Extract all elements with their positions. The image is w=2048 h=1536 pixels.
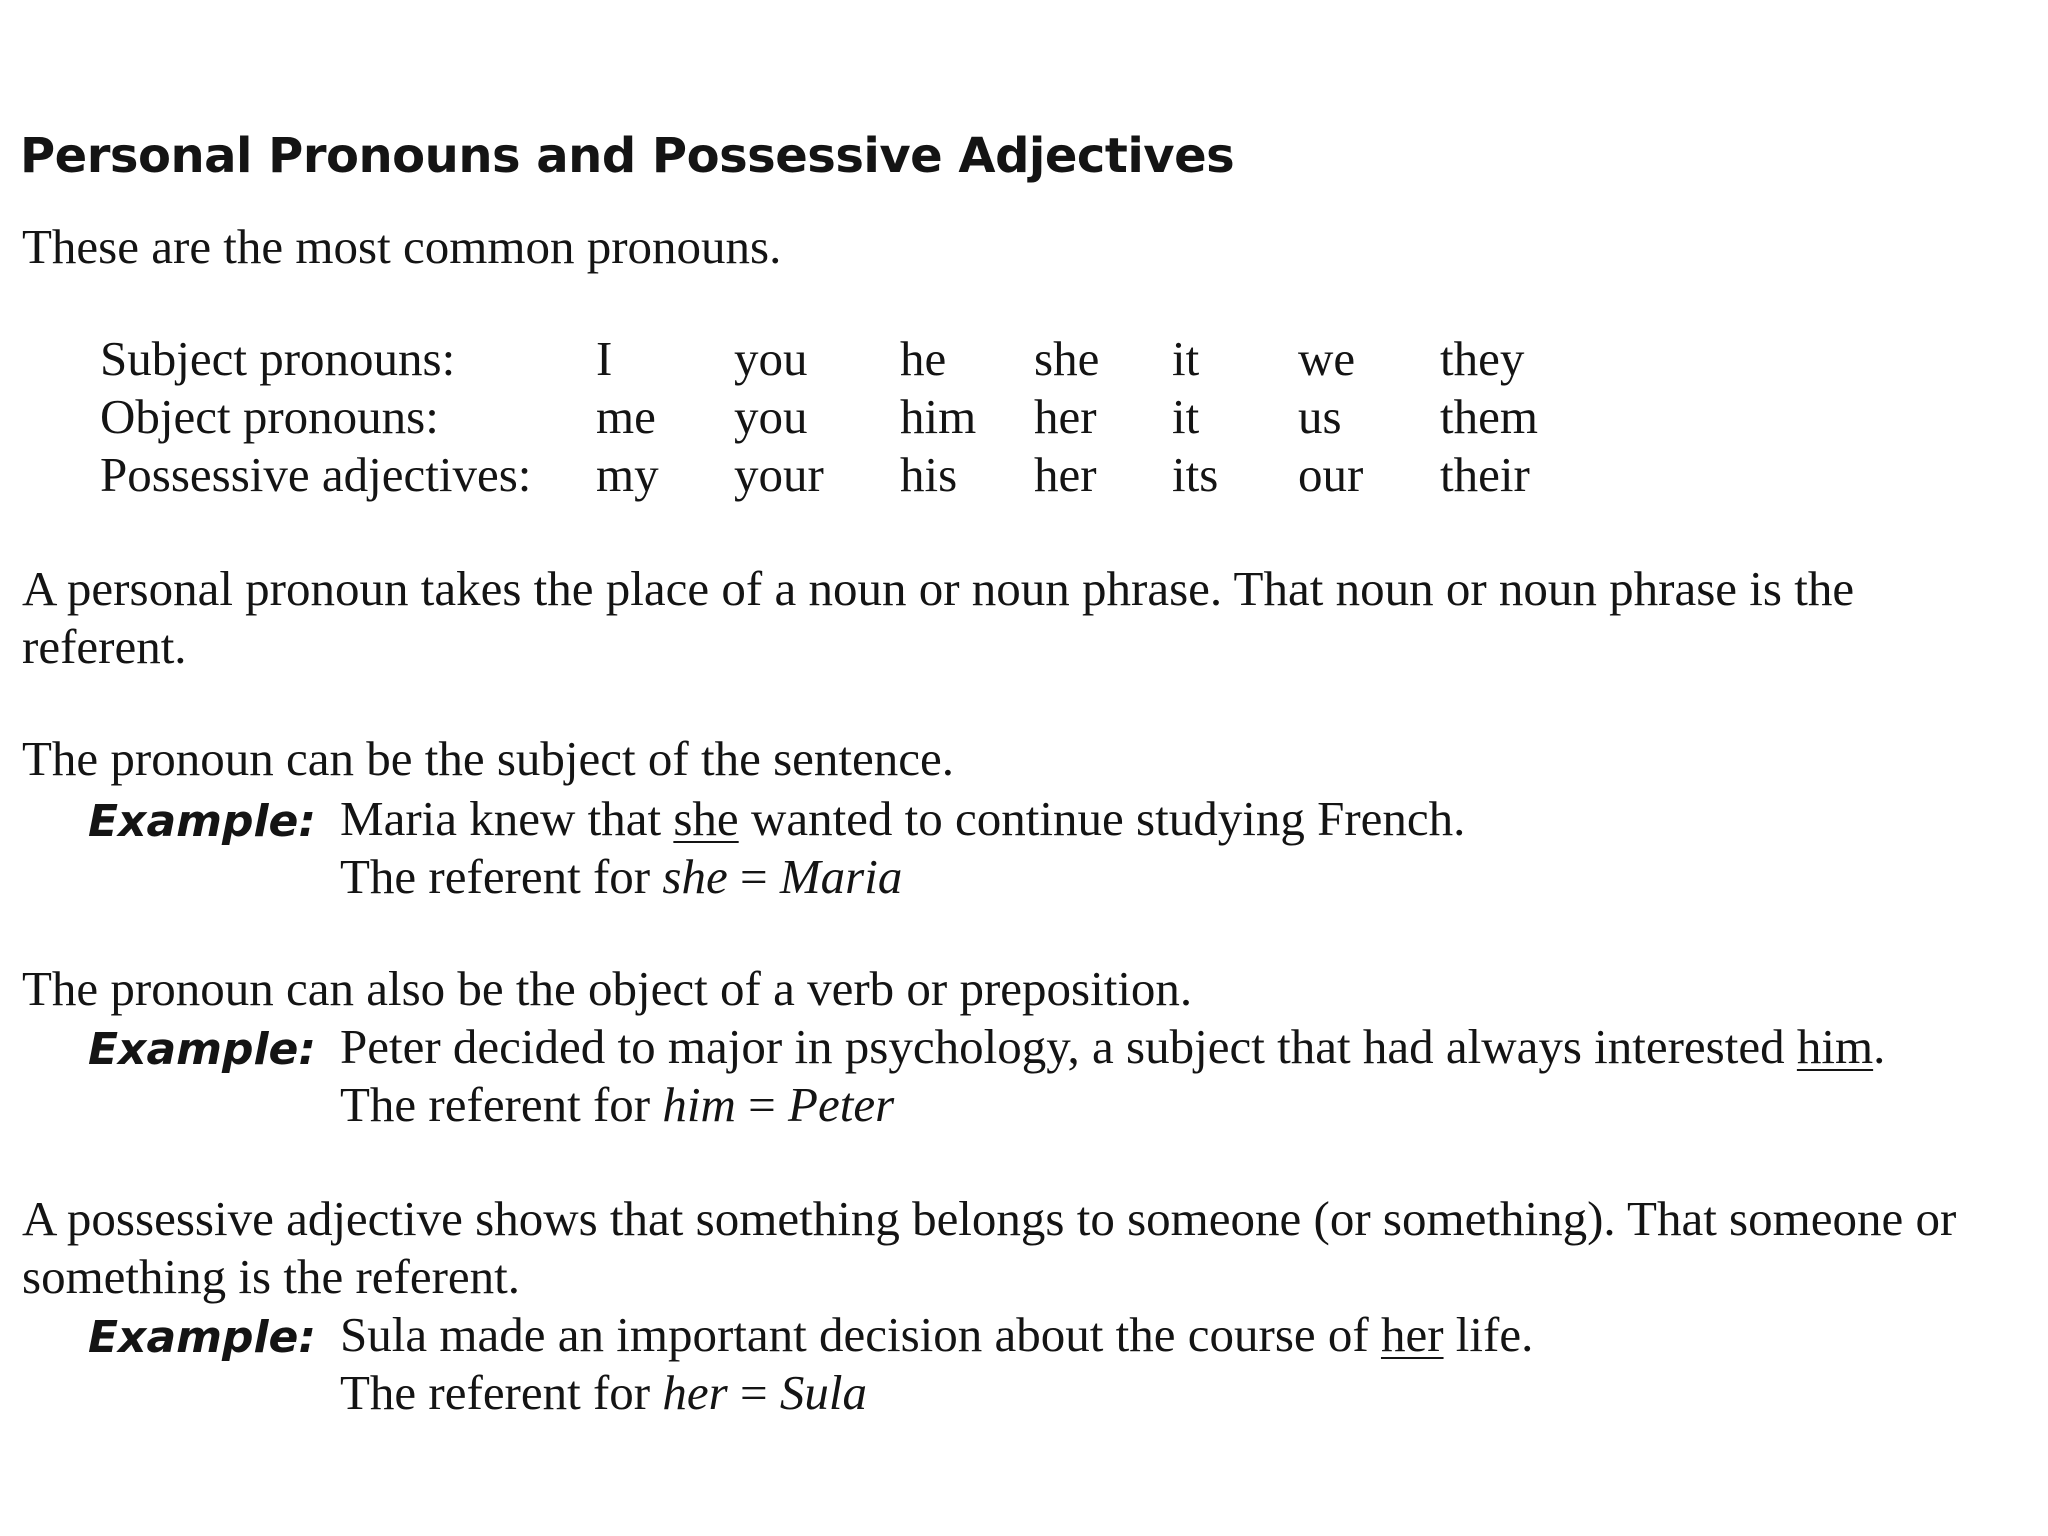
table-cell: your bbox=[734, 447, 824, 502]
table-cell: me bbox=[596, 389, 656, 444]
example-text: Maria knew that bbox=[340, 791, 674, 846]
referent-word: her bbox=[662, 1365, 728, 1420]
table-cell: them bbox=[1440, 389, 1538, 444]
referent-word: she bbox=[662, 849, 728, 904]
referent-word: him bbox=[662, 1077, 736, 1132]
table-cell: our bbox=[1298, 447, 1364, 502]
row-label-possessive: Possessive adjectives: bbox=[100, 447, 532, 502]
example-text: Peter decided to major in psychology, a subject that had always interested bbox=[340, 1019, 1797, 1074]
table-cell: us bbox=[1298, 389, 1342, 444]
paragraph-line: A possessive adjective shows that something belongs to someone (or something). That someone or bbox=[22, 1191, 1957, 1246]
paragraph-line: A personal pronoun takes the place of a noun or noun phrase. That noun or noun phrase is the bbox=[22, 561, 1855, 616]
table-cell: you bbox=[734, 331, 808, 386]
paragraph-line: something is the referent. bbox=[22, 1249, 521, 1304]
referent-line bbox=[340, 848, 902, 905]
intro-text: These are the most common pronouns. bbox=[22, 219, 782, 274]
table-cell: I bbox=[596, 331, 613, 386]
referent-equals: = bbox=[727, 1365, 780, 1420]
example-text: wanted to continue studying French. bbox=[738, 791, 1466, 846]
underlined-pronoun: him bbox=[1796, 1019, 1874, 1074]
referent-equals: = bbox=[727, 849, 780, 904]
example-text: life. bbox=[1443, 1307, 1534, 1362]
table-cell: he bbox=[900, 331, 947, 386]
paragraph-line: The pronoun can be the subject of the sentence. bbox=[22, 731, 955, 786]
table-cell: it bbox=[1172, 389, 1200, 444]
example-label: Example: bbox=[88, 1312, 316, 1363]
referent-value: Sula bbox=[779, 1365, 867, 1420]
example-sentence bbox=[340, 1306, 1533, 1363]
referent-line bbox=[340, 1364, 867, 1421]
referent-line bbox=[340, 1076, 894, 1133]
table-cell: it bbox=[1172, 331, 1200, 386]
example-sentence bbox=[340, 790, 1465, 847]
table-cell: my bbox=[596, 447, 659, 502]
example-label: Example: bbox=[88, 796, 316, 847]
table-cell: they bbox=[1440, 331, 1525, 386]
table-cell: their bbox=[1440, 447, 1530, 502]
paragraph-line: The pronoun can also be the object of a verb or preposition. bbox=[22, 961, 1193, 1016]
row-label-object: Object pronouns: bbox=[100, 389, 439, 444]
referent-equals: = bbox=[735, 1077, 789, 1132]
table-cell: her bbox=[1034, 389, 1097, 444]
referent-prefix: The referent for bbox=[340, 1077, 663, 1132]
underlined-pronoun: her bbox=[1380, 1307, 1444, 1362]
row-label-subject: Subject pronouns: bbox=[100, 331, 456, 386]
table-cell: we bbox=[1298, 331, 1356, 386]
table-cell: her bbox=[1034, 447, 1097, 502]
table-cell: him bbox=[900, 389, 977, 444]
table-cell: you bbox=[734, 389, 808, 444]
referent-prefix: The referent for bbox=[340, 1365, 663, 1420]
referent-value: Maria bbox=[779, 849, 903, 904]
page-title: Personal Pronouns and Possessive Adjectives bbox=[20, 128, 1235, 184]
table-cell: his bbox=[900, 447, 958, 502]
example-sentence bbox=[340, 1018, 1885, 1075]
paragraph-line: referent. bbox=[22, 619, 187, 674]
referent-prefix: The referent for bbox=[340, 849, 663, 904]
table-cell: its bbox=[1172, 447, 1219, 502]
underlined-pronoun: she bbox=[673, 791, 739, 846]
example-text: Sula made an important decision about the course of bbox=[340, 1307, 1381, 1362]
example-text: . bbox=[1873, 1019, 1886, 1074]
example-label: Example: bbox=[88, 1024, 316, 1075]
table-cell: she bbox=[1034, 331, 1100, 386]
referent-value: Peter bbox=[788, 1077, 895, 1132]
